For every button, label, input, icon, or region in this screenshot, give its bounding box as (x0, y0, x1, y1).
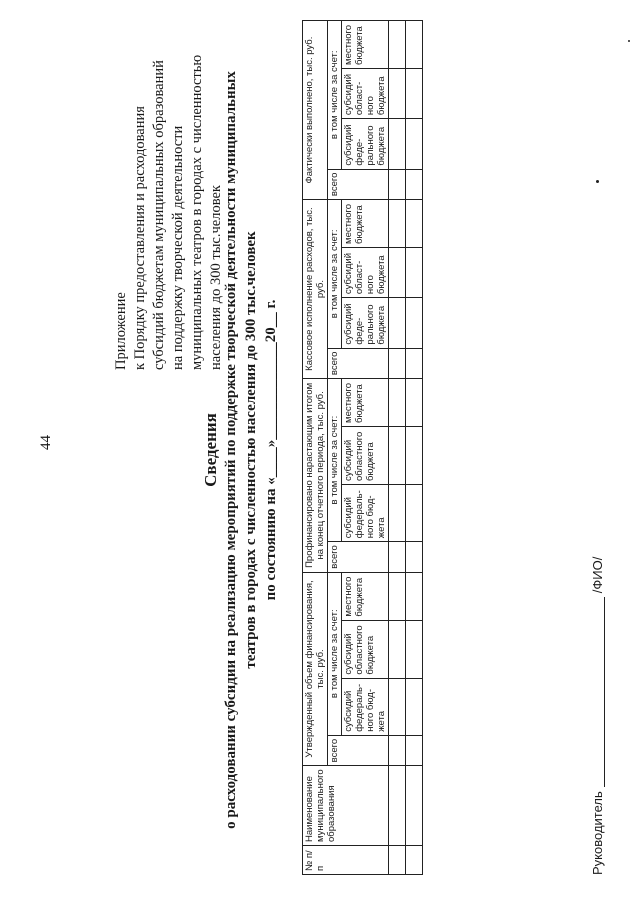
title-date-line: по состоянию на «____»_____________20__ г. (263, 299, 279, 601)
sub-header: местного бюджета (342, 379, 389, 427)
page-number: 44 (38, 435, 54, 450)
sub-header: местного бюджета (342, 21, 389, 69)
group-header-cash: Кассовое исполнение расходов, тыс. руб. (303, 200, 328, 379)
sub-header: местного бюджета (342, 200, 389, 248)
title-line: театров в городах с численностью населения до 300 тыс.человек (243, 231, 259, 669)
appendix-line: на поддержку творческой деятельности (170, 125, 186, 370)
total-header: всего (328, 169, 389, 200)
rotated-page (20, 20, 640, 880)
signature-label: Руководитель (590, 791, 605, 875)
appendix-line: муниципальных театров в городах с численностью (189, 54, 205, 370)
group-header-approved: Утвержденный объем финансирования, тыс. руб. (303, 572, 328, 766)
sub-header: субсидий федераль-ного бюд-жета (342, 485, 389, 542)
including-header: в том числе за счет: (328, 572, 342, 735)
sub-header: субсидий областного бюджета (342, 620, 389, 678)
signature-fio: /ФИО/ (590, 556, 605, 594)
sub-header: местного бюджета (342, 572, 389, 620)
table-row (406, 21, 423, 875)
col-name-header: Наименование муниципального образования (303, 766, 389, 846)
signature-block (590, 557, 605, 875)
signature-line (592, 597, 605, 787)
appendix-line: субсидий бюджетам муниципальных образований (151, 60, 167, 370)
total-header: всего (328, 542, 389, 573)
sub-header: субсидий област-ного бюджета (342, 68, 389, 118)
title-line: о расходовании субсидии на реализацию мероприятий по поддержке творческой деятельности муниципальных (223, 71, 239, 829)
table-row (389, 21, 406, 875)
sub-header: субсидий федераль-ного бюд-жета (342, 678, 389, 735)
including-header: в том числе за счет: (328, 21, 342, 170)
appendix-line: Приложение (113, 292, 129, 370)
sub-header: субсидий феде-рального бюджета (342, 298, 389, 348)
total-header: всего (328, 348, 389, 379)
total-header: всего (328, 735, 389, 766)
group-header-financed: Профинансировано нарастающим итогом на конец отчетного периода, тыс. руб. (303, 379, 328, 573)
appendix-line: населения до 300 тыс.человек (208, 185, 224, 370)
sub-header: субсидий феде-рального бюджета (342, 119, 389, 169)
sub-header: субсидий област-ного бюджета (342, 247, 389, 297)
appendix-line: к Порядку предоставления и расходования (132, 106, 148, 370)
including-header: в том числе за счет: (328, 379, 342, 542)
title-heading: Сведения (201, 413, 220, 487)
group-header-actual: Фактически выполнено, тыс. руб. (303, 21, 328, 200)
sub-header: субсидий областного бюджета (342, 426, 389, 484)
document-title (200, 20, 281, 880)
including-header: в том числе за счет: (328, 200, 342, 348)
report-table (302, 20, 423, 875)
col-number-header: № п/п (303, 846, 389, 875)
